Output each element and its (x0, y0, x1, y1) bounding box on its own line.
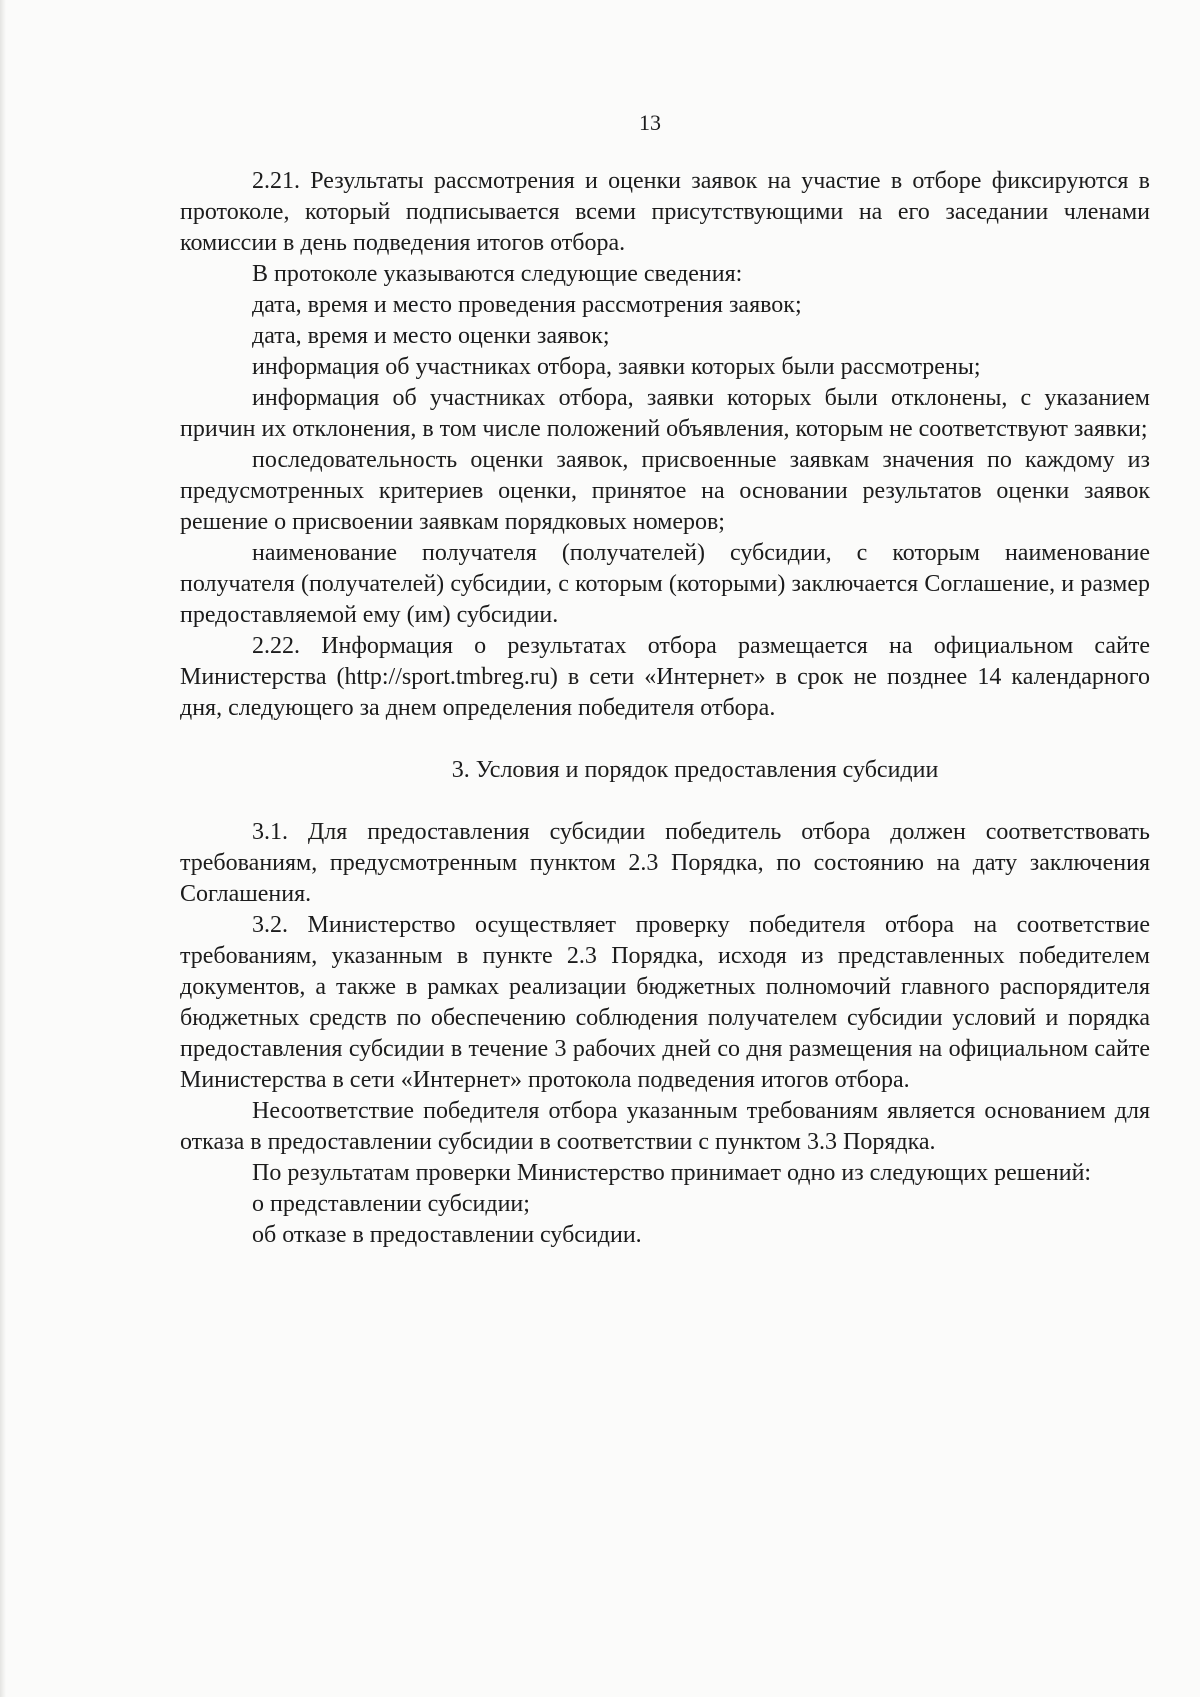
protocol-item-evaluation-order: последовательность оценки заявок, присвоенные заявкам значения по каждому из предусмотренных критериев оценки, принятое на основании результатов оценки заявок решение о присвоении заявкам порядковых номеров; (180, 447, 1150, 535)
decision-refuse: об отказе в предоставлении субсидии. (252, 1222, 642, 1248)
paragraph-3-2: 3.2. Министерство осуществляет проверку победителя отбора на соответствие требованиям, указанным в пункте 2.3 Порядка, исходя из представленных победителем документов, а также в рамках реализации бюджетных полномочий главного распорядителя бюджетных средств по обеспечению соблюдения получателем субсидии условий и порядка предоставления субсидии в течение 3 рабочих дней со дня размещения на официальном сайте Министерства в сети «Интернет» протокола подведения итогов отбора. (180, 912, 1150, 1093)
document-body (180, 166, 1150, 1251)
protocol-item-rejected-participants: информация об участниках отбора, заявки которых были отклонены, с указанием причин их отклонения, в том числе положений объявления, которым не соответствуют заявки; (180, 385, 1150, 442)
paragraph-2-21: 2.21. Результаты рассмотрения и оценки заявок на участие в отборе фиксируются в протоколе, который подписывается всеми присутствующими на его заседании членами комиссии в день подведения итогов отбора. (180, 168, 1150, 256)
paragraph-2-22: 2.22. Информация о результатах отбора размещается на официальном сайте Министерства (http://sport.tmbreg.ru) в сети «Интернет» в срок не позднее 14 календарного дня, следующего за днем определения победителя отбора. (180, 633, 1150, 721)
scan-edge-shadow (0, 0, 6, 1697)
paragraph-noncompliance: Несоответствие победителя отбора указанным требованиям является основанием для отказа в предоставлении субсидии в соответствии с пунктом 3.3 Порядка. (180, 1098, 1150, 1155)
decision-grant: о представлении субсидии; (252, 1191, 530, 1217)
protocol-item-evaluation-date: дата, время и место оценки заявок; (252, 323, 610, 349)
protocol-intro: В протоколе указываются следующие сведения: (252, 261, 743, 287)
protocol-item-reviewed-participants: информация об участниках отбора, заявки которых были рассмотрены; (252, 354, 981, 380)
protocol-item-review-date: дата, время и место проведения рассмотрения заявок; (252, 292, 802, 318)
page-number: 13 (639, 110, 661, 135)
spacer (180, 786, 1150, 817)
paragraph-decisions-intro: По результатам проверки Министерство принимает одно из следующих решений: (252, 1160, 1092, 1186)
paragraph-3-1: 3.1. Для предоставления субсидии победитель отбора должен соответствовать требованиям, предусмотренным пунктом 2.3 Порядка, по состоянию на дату заключения Соглашения. (180, 819, 1150, 907)
spacer (180, 724, 1150, 755)
protocol-item-recipient: наименование получателя (получателей) субсидии, с которым наименование получателя (получателей) субсидии, с которым (которыми) заключается Соглашение, и размер предоставляемой ему (им) субсидии. (180, 540, 1150, 628)
section-heading: 3. Условия и порядок предоставления субсидии (451, 757, 939, 783)
